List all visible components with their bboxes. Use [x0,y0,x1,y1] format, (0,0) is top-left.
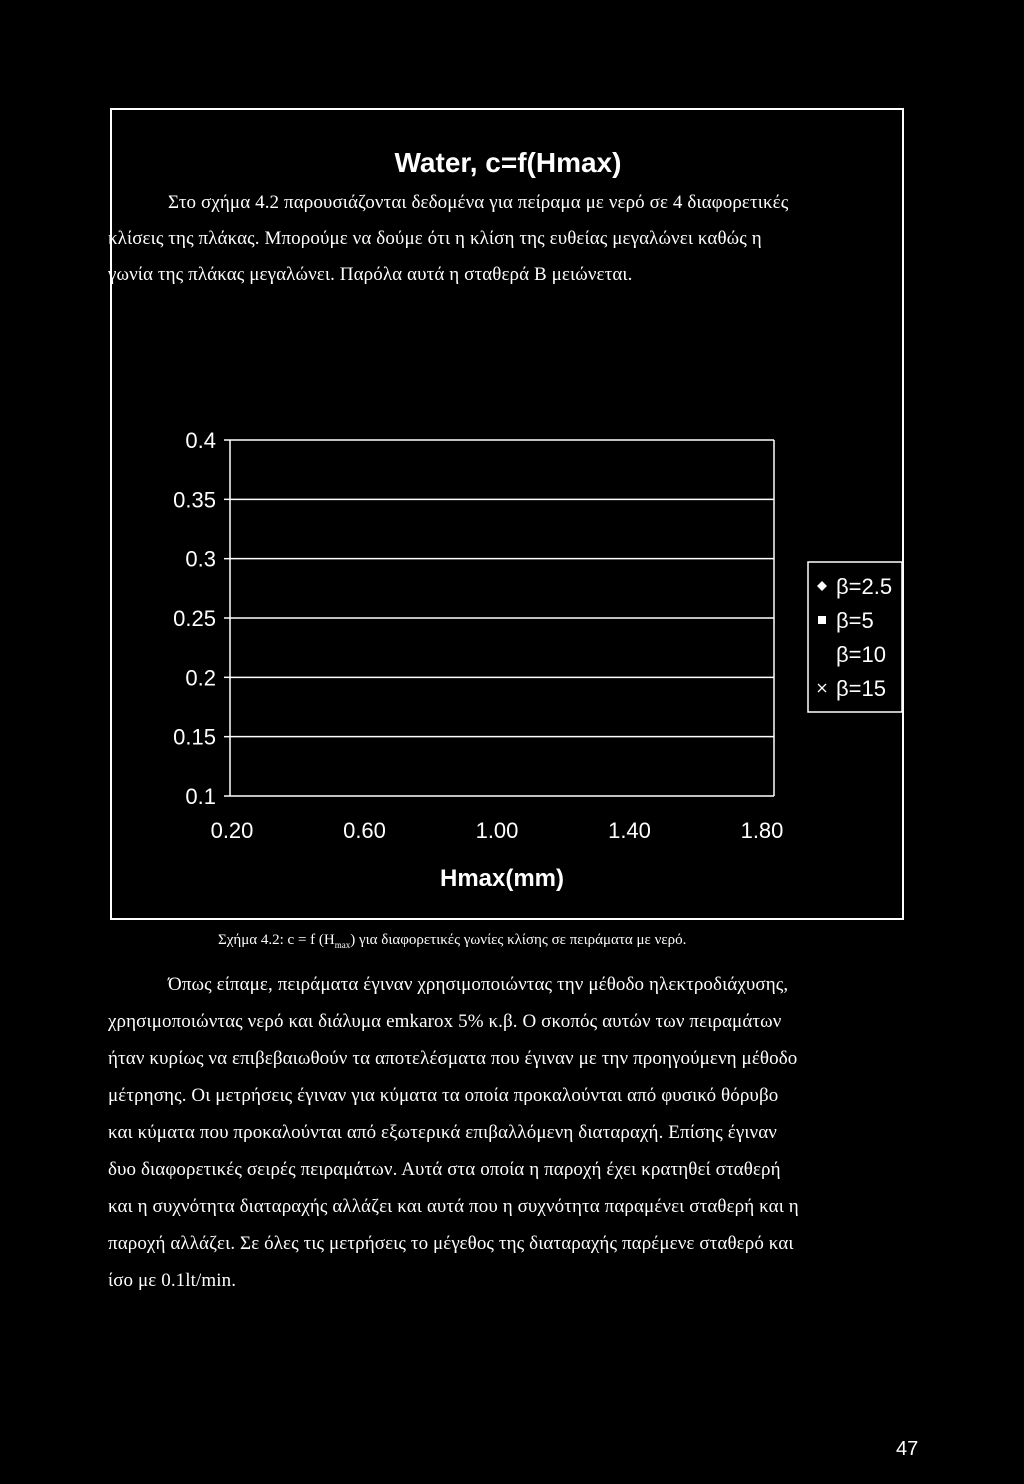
y-tick-label: 0.35 [173,487,216,513]
x-tick-label: 0.60 [343,818,386,843]
legend-marker-square [818,616,826,624]
page-number: 47 [896,1438,919,1460]
legend-label: β=15 [836,676,886,701]
text-line: Όπως είπαμε, πειράματα έγιναν χρησιμοποιώντας την μέθοδο ηλεκτροδιάχυσης, [168,974,789,995]
y-tick-label: 0.2 [185,665,216,691]
chart [112,110,902,918]
text-line: Στο σχήμα 4.2 παρουσιάζονται δεδομένα για πείραμα με νερό σε 4 διαφορετικές [168,192,789,213]
caption-subscript: max [334,940,351,950]
x-tick-label: 0.20 [210,818,254,843]
x-axis-label: Hmax(mm) [439,865,565,892]
legend-marker-x [818,684,826,692]
y-tick-label: 0.1 [185,784,216,809]
text-line: παροχή αλλάζει. Σε όλες τις μετρήσεις το μέγεθος της διαταραχής παρέμενε σταθερό και [108,1233,794,1254]
text-line: κλίσεις της πλάκας. Μπορούμε να δούμε ότι η κλίση της ευθείας μεγαλώνει καθώς η [108,228,762,249]
text-line: δυο διαφορετικές σειρές πειραμάτων. Αυτά στα οποία η παροχή έχει κρατηθεί σταθερή [108,1159,781,1180]
text-line: και κύματα που προκαλούνται από εξωτερικά επιβαλλόμενη διαταραχή. Επίσης έγιναν [108,1122,777,1143]
text-line: χρησιμοποιώντας νερό και διάλυμα emkarox 5% κ.β. Ο σκοπός αυτών των πειραμάτων [108,1011,782,1032]
text-line: μέτρησης. Οι μετρήσεις έγιναν για κύματα τα οποία προκαλούνται από φυσικό θόρυβο [108,1085,779,1106]
legend-label: β=10 [836,642,886,667]
x-tick-label: 1.00 [475,818,519,843]
y-tick-label: 0.4 [185,428,216,453]
text-line: και η συχνότητα διαταραχής αλλάζει και αυτά που η συχνότητα παραμένει σταθερή και η [108,1196,799,1217]
legend-marker-diamond [817,581,827,591]
x-tick-label: 1.80 [740,818,784,843]
caption-prefix: Σχήμα 4.2: c = f (H [218,932,335,948]
y-tick-label: 0.25 [173,606,216,631]
text-line: γωνία της πλάκας μεγαλώνει. Παρόλα αυτά η σταθερά Β μειώνεται. [108,264,633,285]
legend-label: β=5 [836,608,874,633]
figure-frame [110,108,904,920]
text-line: ήταν κυρίως να επιβεβαιωθούν τα αποτελέσματα που έγιναν με την προηγούμενη μέθοδο [108,1048,798,1069]
legend-label: β=2.5 [836,574,893,599]
chart-legend [808,562,902,712]
figure-caption [218,932,686,950]
chart-title: Water, c=f(Hmax) [394,147,622,178]
y-tick-label: 0.15 [173,724,216,750]
caption-suffix: ) για διαφορετικές γωνίες κλίσης σε πειράματα με νερό. [350,932,687,948]
x-tick-label: 1.40 [608,818,651,843]
y-tick-label: 0.3 [185,546,216,572]
text-line: ίσο με 0.1lt/min. [108,1270,237,1291]
